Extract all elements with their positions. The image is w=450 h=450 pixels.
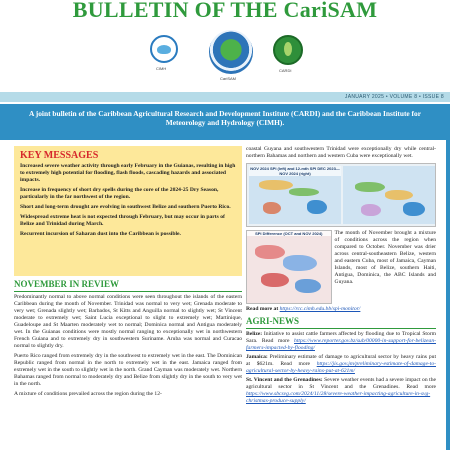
spi-difference-caption: SPI Difference (OCT and NOV 2024): [247, 231, 331, 236]
cardi-logo-icon: [273, 35, 303, 65]
november-review-title: NOVEMBER IN REVIEW: [14, 279, 242, 292]
agri-news-item: [246, 377, 436, 405]
spi-maps-figure: [246, 163, 436, 227]
carisam-logo-icon: [209, 30, 253, 74]
page-edge-strip: [446, 104, 450, 450]
cimh-logo-icon: [150, 35, 178, 63]
agri-news-text: Preliminary estimate of damage to agricultural sector by heavy rains put at $621m. Read more: [246, 354, 437, 367]
right-column: [246, 146, 436, 407]
key-message-item: Short and long-term drought are evolving in southwest Belize and southern Puerto Rico.: [20, 204, 231, 210]
spi-map-right: [343, 166, 435, 224]
key-messages-box: [14, 146, 242, 276]
agri-news-link[interactable]: https://jis.gov.jm/preliminary-estimate-of-damage-to-agricultural-sector-by-heavy-rains-put-at-621m/: [246, 361, 436, 374]
bulletin-title: BULLETIN OF THE CariSAM: [72, 0, 378, 22]
agri-news-link[interactable]: https://www.sbcsvg.com/2024/11/28/severe-weather-impacting-agriculture-in-svg-christmas-produce-supply/: [246, 391, 431, 404]
spi-map-caption: NOV 2024 SPI (left) and 12-mth SPI DEC 2023—NOV 2024 (right): [250, 166, 340, 176]
carisam-logo-label: CariSAM: [220, 76, 237, 81]
spi-difference-map: [246, 230, 332, 304]
logo-row: [0, 32, 450, 90]
read-more-label: Read more at: [246, 306, 279, 312]
agri-news-place: St. Vincent and the Grenadines:: [246, 377, 323, 383]
spi-map-left: [249, 166, 341, 224]
spi-monitor-link[interactable]: https://rcc.cimh.edu.bb/spi-monitor/: [279, 306, 361, 312]
cimh-logo-label: CIMH: [156, 66, 167, 71]
key-message-item: Recurrent incursion of Saharan dust into the Caribbean is possible.: [20, 231, 181, 237]
november-comparison-text: The month of November brought a mixture of conditions across the region when compared to October. November was drier across central-southeastern Belize, western and eastern Cuba, most of Jamaica, Cayman Islands, most of Belize, southern Haiti, Antigua, Dominica, the ABC Islands and Guyana.: [334, 230, 436, 285]
agri-news-text: Severe weather events had a severe impact on the agricultural sector in St Vincent and the Grenadines. Read more: [246, 377, 436, 390]
joint-bulletin-banner: A joint bulletin of the Caribbean Agricultural Research and Development Institute (CARDI) and the Caribbean Institute for Meteorology and Hydrology (CIMH).: [0, 104, 450, 140]
issue-info: JANUARY 2025 • VOLUME 8 • ISSUE 8: [0, 92, 450, 102]
agri-news-title: AGRI-NEWS: [246, 316, 436, 329]
review-paragraph: Puerto Rico ranged from extremely dry in the southwest to extremely wet in the east. The Dominican Republic ranged from normal in the north to extremely wet in the east. Jamaica ranged from extremely wet in the south to slightly wet in the north. Grand Cayman was moderately wet. Northern Bahamas ranged from normal to moderately dry and Belize from slightly dry in the south to very wet in the north.: [14, 353, 242, 387]
key-message-item: Increased severe weather activity through early February in the Guianas, resulting in high to extremely high potential for flooding, flash floods, cascading hazards and associated impacts.: [20, 163, 236, 183]
cardi-logo-label: CARDI: [279, 68, 292, 73]
review-continued-text: coastal Guyana and southwestern Trinidad were exceptionally dry while central-northern Bahamas and northern and western Cuba were exceptionally wet.: [246, 146, 436, 159]
agri-news-text: Initiative to assist cattle farmers affected by flooding due to Tropical Storm Sara. Read more: [246, 331, 436, 344]
review-paragraph: A mixture of conditions prevailed across the region during the 12-: [14, 391, 162, 397]
agri-news-link[interactable]: https://www.reporter.gov.bz/sub/00000-in-support-for-belizean-farmers-impacted-by-flooding/: [246, 338, 436, 351]
spi-read-more: [246, 306, 436, 313]
agri-news-place: Jamaica:: [246, 354, 268, 360]
left-column: [14, 146, 242, 401]
key-messages-title: KEY MESSAGES: [20, 150, 99, 161]
agri-news-item: [246, 331, 436, 352]
agri-news-item: [246, 354, 436, 375]
agri-news-place: Belize:: [246, 331, 263, 337]
review-paragraph: Predominantly normal to above normal conditions were seen throughout the islands of the eastern Caribbean during the month of November. Trinidad was normal to very wet; Grenada moderate to very wet; Grenada slightly wet; Barbados, St Kitts and Anguilla normal to slightly wet; St Vincent moderate to extremely wet; Saint Lucia exceptional to slight to extremely wet; Martinique, Guadeloupe and St Maarten moderately wet to normal; Dominica normal and Antigua moderately wet. In the Guianas conditions were mostly normal ranging to exceptionally wet in northwestern French Guiana and to extremely dry in southwestern Suriname. Aruba was normal and Curacao normal to slightly dry.: [14, 294, 242, 349]
key-message-item: Widespread extreme heat is not expected through February, but may occur in parts of Belize and Trinidad during March.: [20, 214, 225, 227]
key-message-item: Increase in frequency of short dry spells during the core of the 2024-25 Dry Season, particularly in the far northwest of the region.: [20, 187, 219, 200]
